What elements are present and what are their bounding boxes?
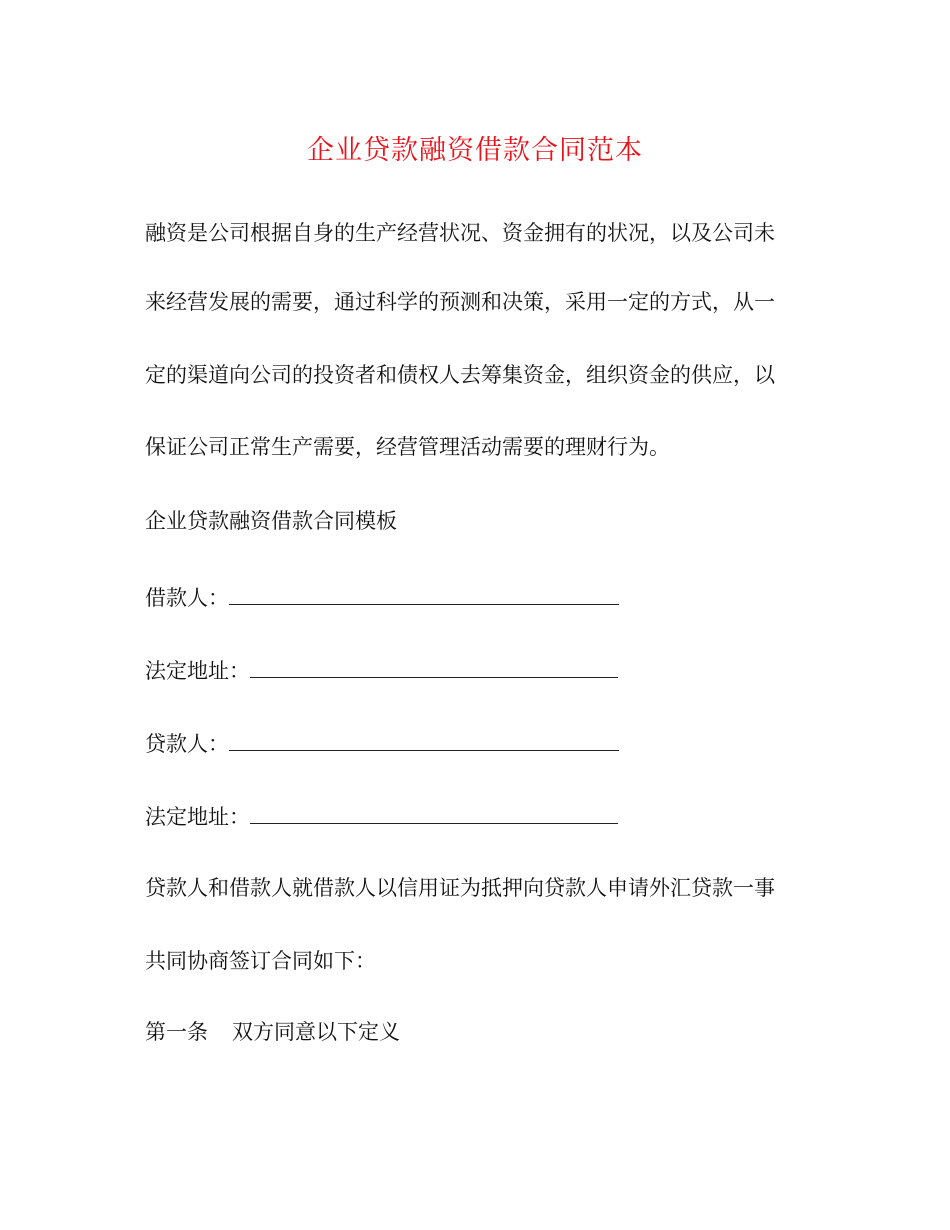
lender-address-blank-line <box>250 801 618 824</box>
borrower-label: 借款人： <box>145 586 229 610</box>
lender-address-field <box>145 801 618 832</box>
article-one-text: 双方同意以下定义 <box>232 1020 400 1044</box>
borrower-address-label: 法定地址： <box>145 659 250 683</box>
intro-line-2: 来经营发展的需要，通过科学的预测和决策，采用一定的方式，从一 <box>145 290 775 314</box>
agreement-line-1: 贷款人和借款人就借款人以信用证为抵押向贷款人申请外汇贷款一事 <box>145 876 775 900</box>
article-one-number: 第一条 <box>145 1020 208 1044</box>
borrower-address-field <box>145 655 618 686</box>
document-title: 企业贷款融资借款合同范本 <box>307 135 643 166</box>
lender-label: 贷款人： <box>145 732 229 756</box>
lender-address-label: 法定地址： <box>145 805 250 829</box>
intro-line-3: 定的渠道向公司的投资者和债权人去筹集资金，组织资金的供应，以 <box>145 363 775 387</box>
borrower-address-blank-line <box>250 655 618 678</box>
intro-line-4: 保证公司正常生产需要，经营管理活动需要的理财行为。 <box>145 435 670 459</box>
template-heading: 企业贷款融资借款合同模板 <box>145 509 397 533</box>
borrower-blank-line <box>229 582 619 605</box>
intro-line-1: 融资是公司根据自身的生产经营状况、资金拥有的状况，以及公司未 <box>145 221 775 245</box>
article-one <box>145 1017 400 1047</box>
lender-field <box>145 728 619 759</box>
agreement-line-2: 共同协商签订合同如下： <box>145 949 376 973</box>
borrower-field <box>145 582 619 613</box>
lender-blank-line <box>229 728 619 751</box>
